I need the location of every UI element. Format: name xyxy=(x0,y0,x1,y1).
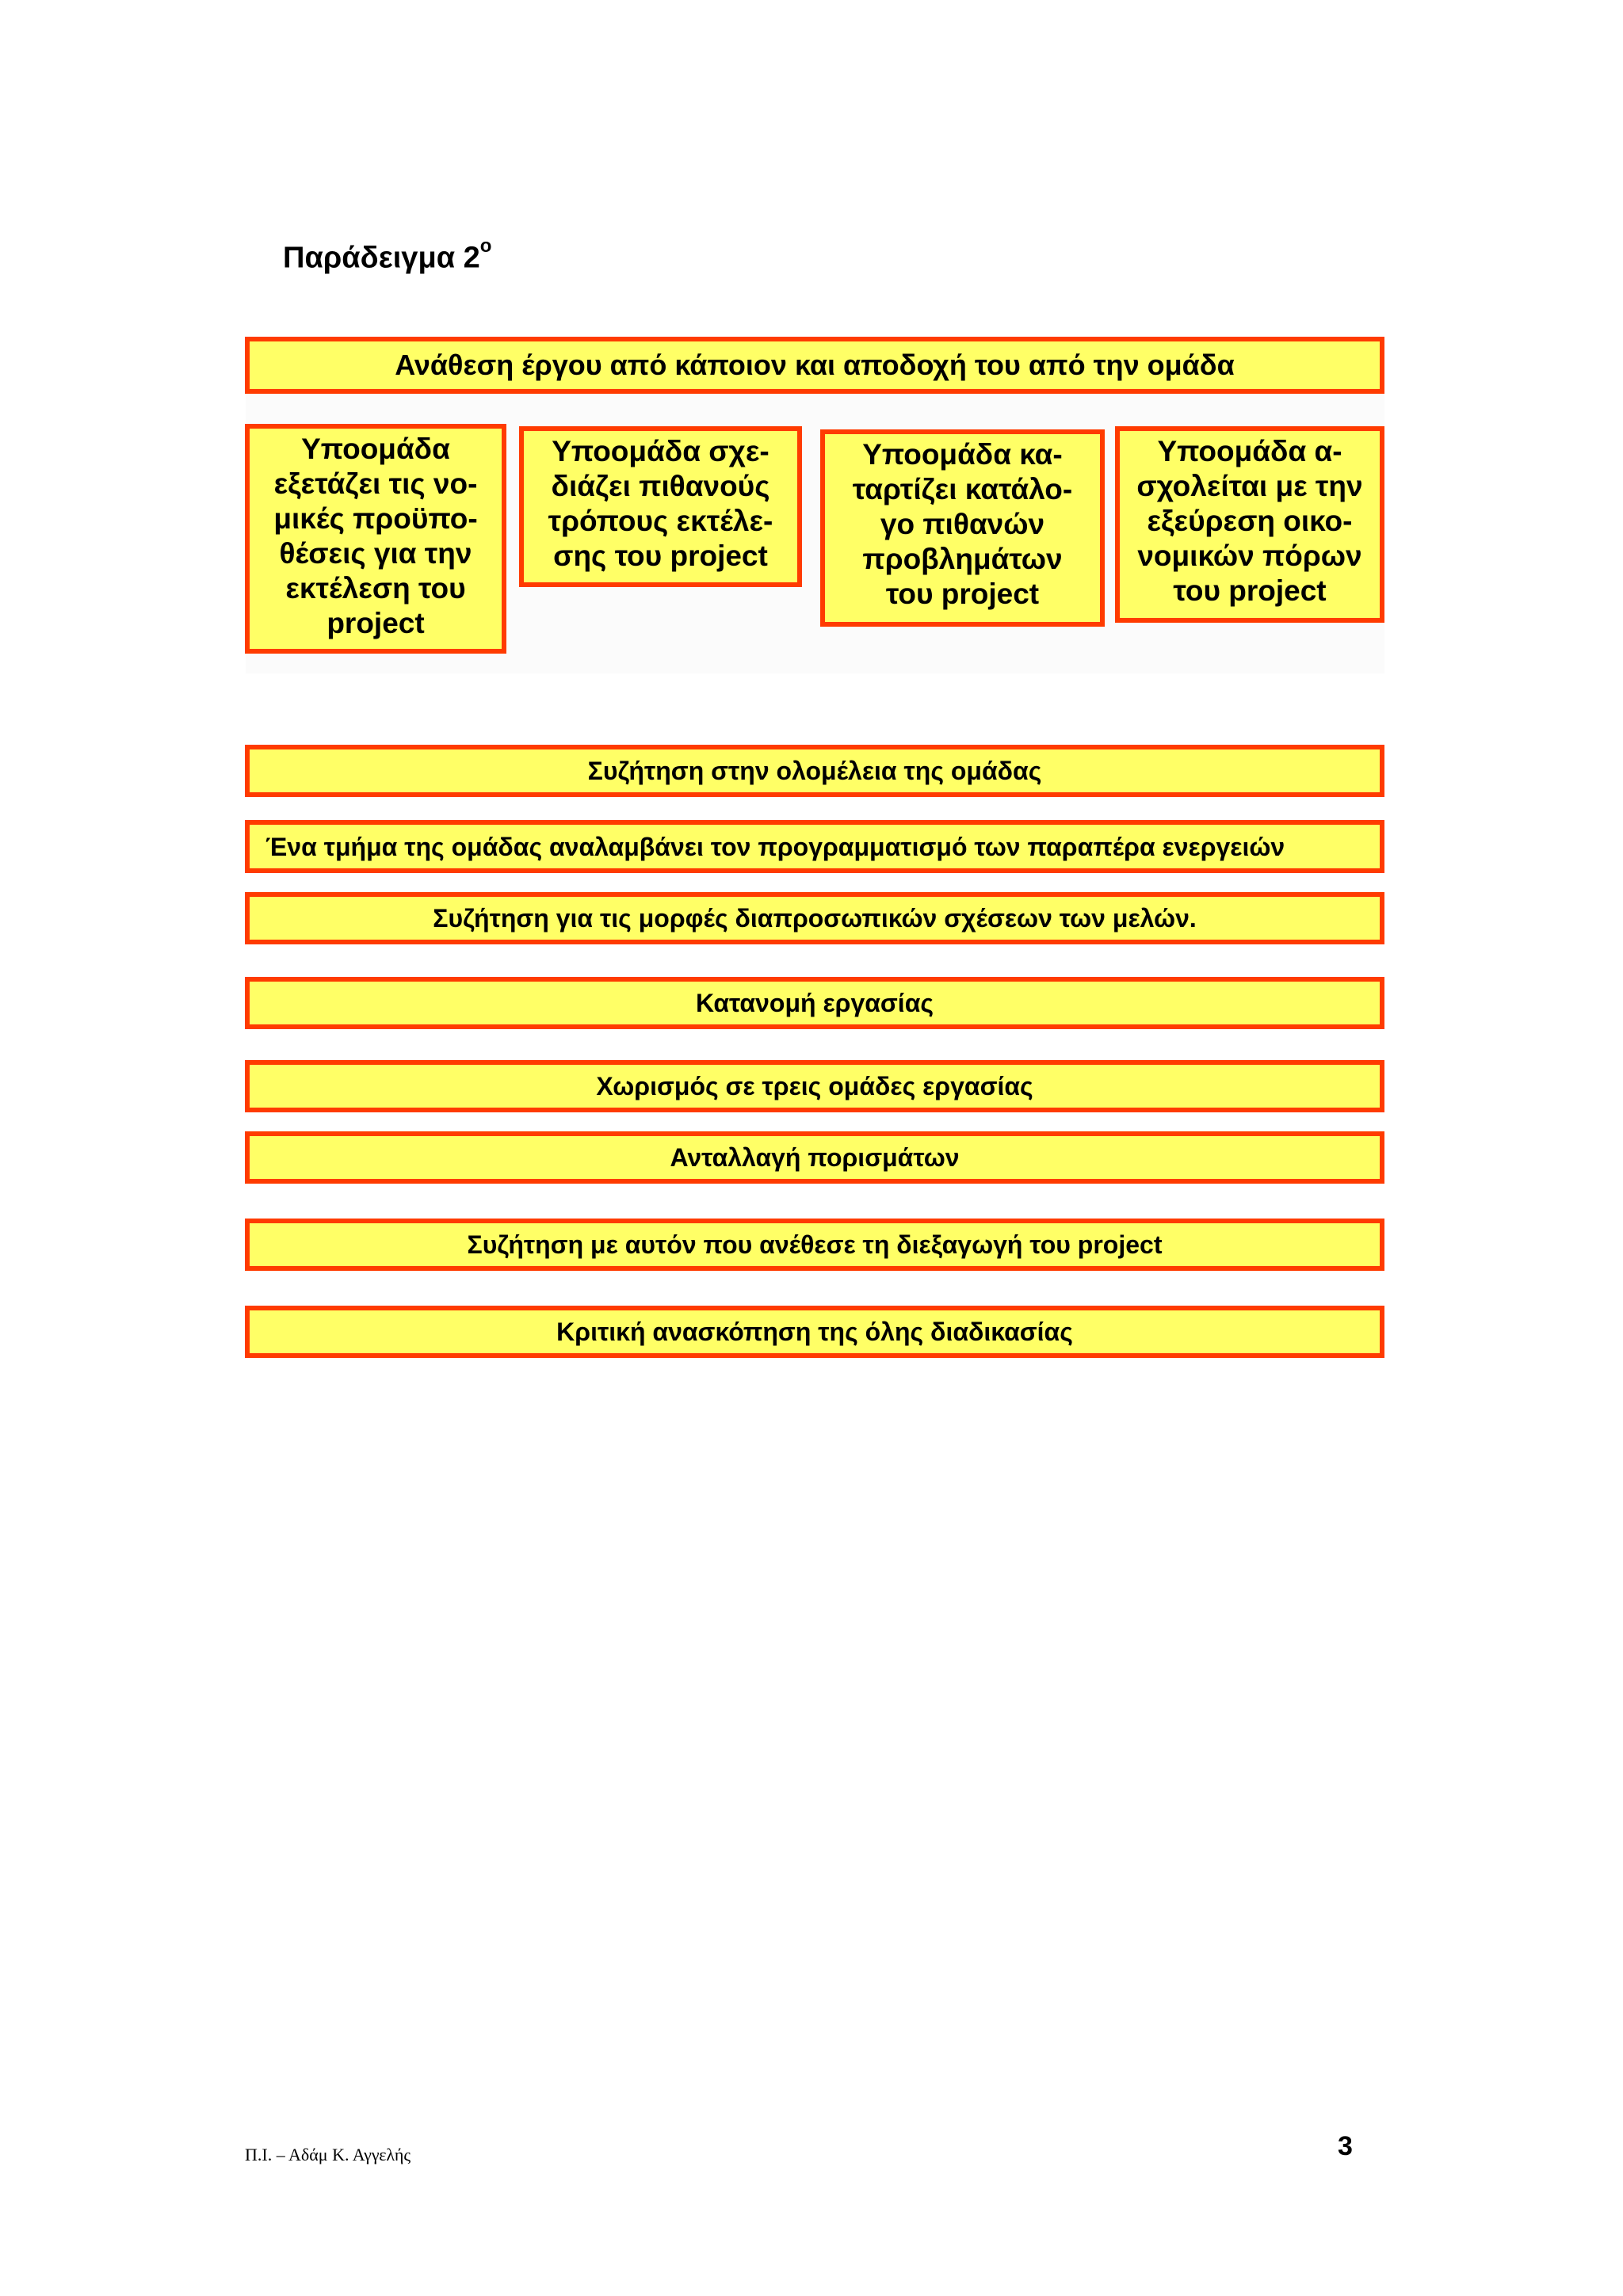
step-box xyxy=(245,745,1384,797)
subgroup-line: σης του project xyxy=(553,540,768,572)
step-box xyxy=(245,1306,1384,1358)
heading-superscript: ο xyxy=(479,235,492,257)
subgroup-line: Υποομάδα σχε- xyxy=(552,435,769,467)
subgroup-box-funding xyxy=(1115,426,1384,623)
step-text: Ένα τμήμα της ομάδας αναλαμβάνει τον προγραμματισμό των παραπέρα ενεργειών xyxy=(265,832,1285,861)
subgroup-line: ταρτίζει κατάλο- xyxy=(852,473,1073,505)
example-heading xyxy=(283,235,492,276)
subgroup-line: τρόπους εκτέλε- xyxy=(548,505,773,537)
subgroup-text xyxy=(853,437,1072,612)
subgroup-line: μικές προϋπο- xyxy=(273,502,478,535)
assignment-box xyxy=(245,337,1384,394)
step-box xyxy=(245,977,1384,1029)
subgroup-line: εκτέλεση του xyxy=(285,572,466,605)
subgroup-line: Υποομάδα κα- xyxy=(862,438,1063,471)
step-text: Συζήτηση με αυτόν που ανέθεσε τη διεξαγωγή του project xyxy=(467,1230,1163,1259)
subgroup-line: διάζει πιθανούς xyxy=(551,470,770,502)
assignment-box-text: Ανάθεση έργου από κάποιον και αποδοχή του από την ομάδα xyxy=(395,349,1235,381)
step-box xyxy=(245,892,1384,944)
footer-author: Π.Ι. – Αδάμ Κ. Αγγελής xyxy=(245,2145,411,2164)
step-text: Συζήτηση για τις μορφές διαπροσωπικών σχέσεων των μελών. xyxy=(433,904,1197,933)
subgroup-line: εξετάζει τις νο- xyxy=(273,467,478,500)
subgroup-line: Υποομάδα xyxy=(301,433,450,465)
subgroup-line: προβλημάτων xyxy=(862,543,1063,575)
subgroup-line: νομικών πόρων xyxy=(1137,540,1362,572)
subgroup-text xyxy=(1136,434,1362,608)
subgroup-line: του project xyxy=(885,578,1040,610)
subgroup-text xyxy=(548,434,773,574)
subgroup-line: Υποομάδα α- xyxy=(1157,435,1342,467)
step-text: Συζήτηση στην ολομέλεια της ομάδας xyxy=(587,757,1042,785)
subgroup-box-methods xyxy=(519,426,802,587)
heading-text: Παράδειγμα 2 xyxy=(283,241,480,275)
step-box xyxy=(245,820,1384,873)
step-box xyxy=(245,1219,1384,1271)
subgroup-line: γο πιθανών xyxy=(880,508,1045,540)
subgroup-line: εξεύρεση οικο- xyxy=(1147,505,1353,537)
subgroup-line: σχολείται με την xyxy=(1136,470,1363,502)
subgroup-line: του project xyxy=(1173,574,1327,607)
subgroup-line: project xyxy=(327,607,425,639)
step-box xyxy=(245,1131,1384,1184)
subgroup-box-problems xyxy=(820,429,1105,627)
step-text: Κριτική ανασκόπηση της όλης διαδικασίας xyxy=(556,1318,1073,1346)
subgroup-line: θέσεις για την xyxy=(279,537,472,570)
subgroup-text xyxy=(273,432,477,641)
page-number: 3 xyxy=(1338,2131,1353,2161)
step-text: Χωρισμός σε τρεις ομάδες εργασίας xyxy=(596,1072,1033,1100)
subgroup-box-legal xyxy=(245,424,506,654)
step-text: Ανταλλαγή πορισμάτων xyxy=(670,1143,960,1172)
step-box xyxy=(245,1060,1384,1112)
step-text: Κατανομή εργασίας xyxy=(695,989,934,1017)
